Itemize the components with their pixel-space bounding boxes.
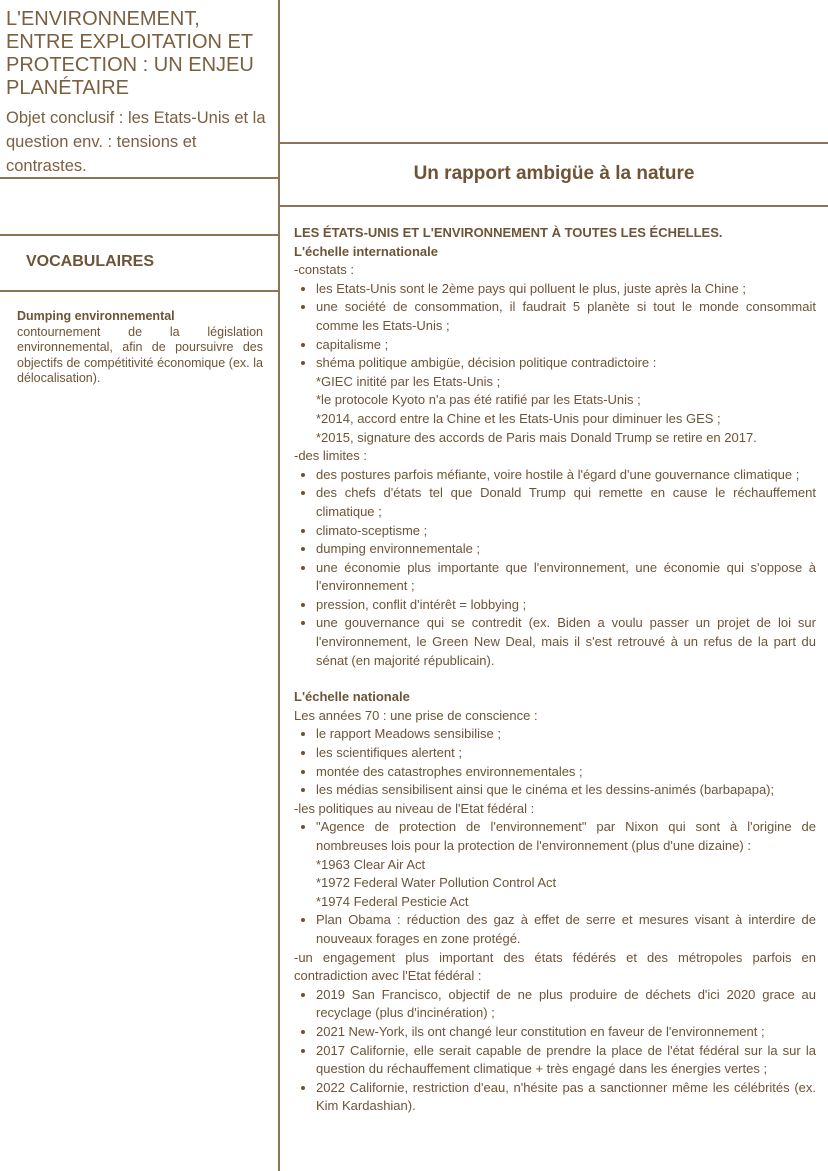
- list-item: • montée des catastrophes environnementales ;: [316, 763, 816, 782]
- annees-list: [294, 725, 816, 799]
- list-item: • les Etats-Unis sont le 2ème pays qui polluent le plus, juste après la Chine ;: [316, 280, 816, 299]
- page-subtitle: Objet conclusif : les Etats-Unis et la question env. : tensions et contrastes.: [6, 109, 266, 175]
- divider: [0, 234, 278, 236]
- limites-label: -des limites :: [294, 448, 367, 464]
- list-item: • 2019 San Francisco, objectif de ne plus produire de déchets d'ici 2020 grace au recyclage (plus d'incinération) ;: [316, 986, 816, 1023]
- sub-item: *1974 Federal Pesticie Act: [316, 893, 469, 909]
- vocab-term: Dumping environnemental: [17, 309, 175, 323]
- list-item: • les scientifiques alertent ;: [316, 744, 816, 763]
- list-item: • une société de consommation, il faudrait 5 planète si tout le monde consommait comme les Etats-Unis ;: [316, 298, 816, 335]
- divider: [0, 290, 278, 292]
- list-item: • shéma politique ambigüe, décision politique contradictoire : *GIEC initité par les Etats-Unis ; *le protocole Kyoto n'a pas été ratifié par les Etats-Unis ; *2014, accord entre la Chine et les Etats-Unis pour diminuer les GES ; *2015, signature des accords de Paris mais Donald Trump se retire en 2017.: [316, 354, 816, 447]
- annees-label: Les années 70 : une prise de conscience :: [294, 707, 538, 723]
- natl-title: L'échelle nationale: [294, 689, 410, 705]
- main-content: [294, 224, 816, 1116]
- constats-label: -constats :: [294, 262, 354, 278]
- list-item: • le rapport Meadows sensibilise ;: [316, 725, 816, 744]
- constats-list: [294, 280, 816, 447]
- vocab-heading: VOCABULAIRES: [26, 253, 155, 270]
- sub-item: *le protocole Kyoto n'a pas été ratifié par les Etats-Unis ;: [316, 392, 641, 408]
- list-item: • une gouvernance qui se contredit (ex. Biden a voulu passer un projet de loi sur l'environnement, le Green New Deal, mais il s'est retrouvé à un refus de la part du sénat (en majorité républicain).: [316, 614, 816, 670]
- engagement-list: [294, 986, 816, 1116]
- main-heading: LES ÉTATS-UNIS ET L'ENVIRONNEMENT À TOUTES LES ÉCHELLES.: [294, 225, 723, 240]
- list-item: • des chefs d'états tel que Donald Trump qui remette en cause le réchauffement climatique ;: [316, 484, 816, 521]
- federal-label: -les politiques au niveau de l'Etat fédéral :: [294, 800, 535, 816]
- section-title: Un rapport ambigüe à la nature: [413, 163, 695, 184]
- limites-list: [294, 466, 816, 671]
- sub-item: *1972 Federal Water Pollution Control Act: [316, 875, 557, 891]
- engagement-label: -un engagement plus important des états fédérés et des métropoles parfois en contradiction avec l'Etat fédéral :: [294, 949, 816, 984]
- page-title: L'ENVIRONNEMENT, ENTRE EXPLOITATION ET PROTECTION : UN ENJEU PLANÉTAIRE: [6, 8, 254, 99]
- sub-item: *2014, accord entre la Chine et les Etats-Unis pour diminuer les GES ;: [316, 410, 721, 426]
- list-item: • les médias sensibilisent ainsi que le cinéma et les dessins-animés (barbapapa);: [316, 781, 816, 800]
- list-item: • 2022 Californie, restriction d'eau, n'hésite pas a sanctionner même les célébrités (ex. Kim Kardashian).: [316, 1079, 816, 1116]
- list-item: • "Agence de protection de l'environnement" par Nixon qui sont à l'origine de nombreuses lois pour la protection de l'environnement (plus d'une dizaine) : *1963 Clear Air Act *1972 Federal Water Pollution Control Act *1974 Federal Pesticie Act: [316, 818, 816, 911]
- divider: [279, 142, 828, 144]
- list-item: • capitalisme ;: [316, 336, 816, 355]
- list-item: • climato-sceptisme ;: [316, 522, 816, 541]
- list-item: • une économie plus importante que l'environnement, une économie qui s'oppose à l'environnement ;: [316, 559, 816, 596]
- sub-item: *2015, signature des accords de Paris mais Donald Trump se retire en 2017.: [316, 429, 757, 445]
- list-item: • pression, conflit d'intérêt = lobbying ;: [316, 596, 816, 615]
- vocab-definition: contournement de la législation environnemental, afin de poursuivre des objectifs de compétitivité économique (ex. la délocalisation).: [17, 324, 263, 385]
- list-item: • des postures parfois méfiante, voire hostile à l'égard d'une gouvernance climatique ;: [316, 466, 816, 485]
- list-item: • Plan Obama : réduction des gaz à effet de serre et mesures visant à interdire de nouveaux forages en zone protégé.: [316, 911, 816, 948]
- divider: [279, 205, 828, 207]
- sub-item: *GIEC initité par les Etats-Unis ;: [316, 373, 501, 389]
- intl-title: L'échelle internationale: [294, 243, 438, 259]
- federal-list: [294, 818, 816, 948]
- list-item: • 2017 Californie, elle serait capable de prendre la place de l'état fédéral sur la sur la question du réchauffement climatique + très engagé dans les énergies vertes ;: [316, 1042, 816, 1079]
- list-item: • dumping environnementale ;: [316, 540, 816, 559]
- vocab-entry: [17, 309, 263, 387]
- sub-item: *1963 Clear Air Act: [316, 856, 426, 872]
- list-item: • 2021 New-York, ils ont changé leur constitution en faveur de l'environnement ;: [316, 1023, 816, 1042]
